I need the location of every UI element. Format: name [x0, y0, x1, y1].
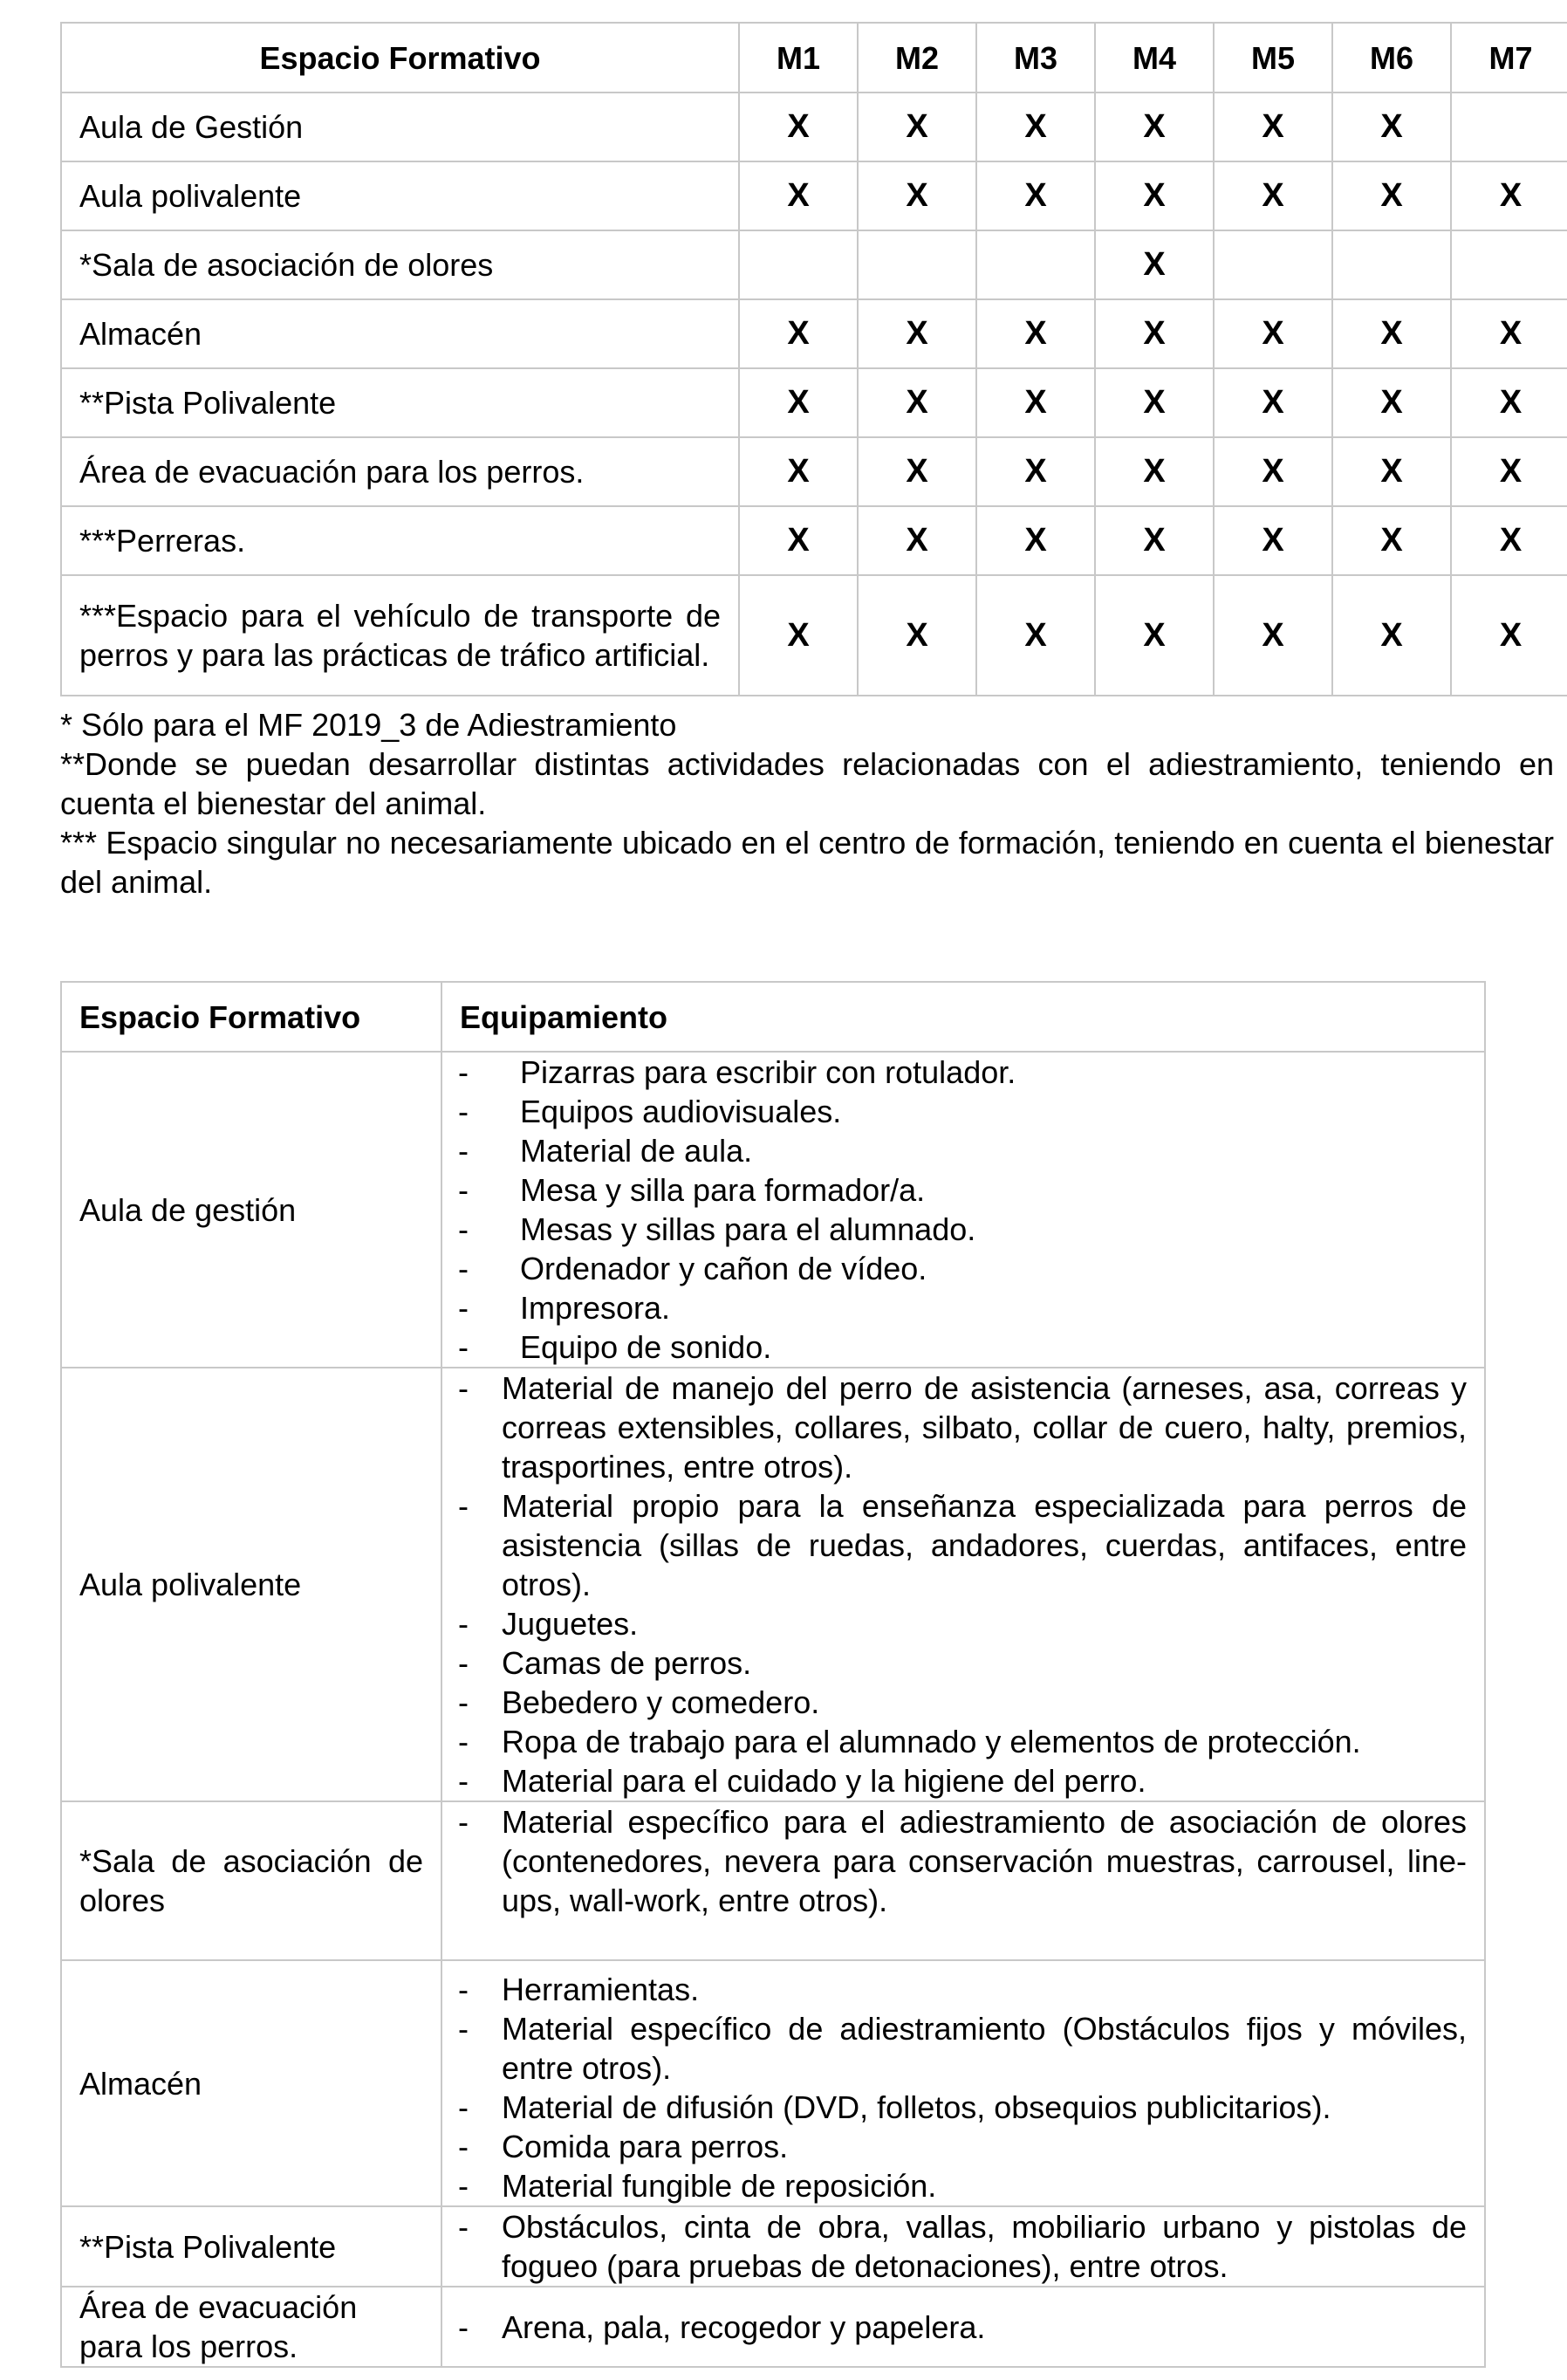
- list-item: [458, 2166, 1467, 2205]
- mark-cell: X: [858, 437, 976, 506]
- item-text: Obstáculos, cinta de obra, vallas, mobiliario urbano y pistolas de fogueo (para pruebas de detonaciones), entre otros.: [502, 2209, 1467, 2284]
- item-text: Comida para perros.: [502, 2129, 789, 2164]
- list-item: [458, 1288, 1467, 1327]
- list-item: [458, 2308, 1467, 2347]
- list-item: [458, 1683, 1467, 1722]
- mark-cell: X: [1214, 437, 1332, 506]
- equipment-list: [458, 1053, 1467, 1367]
- bullet-dash: -: [458, 2089, 469, 2125]
- row-label: Aula polivalente: [61, 161, 739, 230]
- table-row: [61, 299, 1567, 368]
- table-row: [61, 1052, 1485, 1368]
- footnote-2: **Donde se puedan desarrollar distintas actividades relacionadas con el adiestramiento, teniendo en cuenta el bienestar del animal.: [60, 746, 1554, 821]
- header-m1: M1: [739, 23, 858, 93]
- mark-cell: X: [1451, 437, 1567, 506]
- space-label: Aula polivalente: [61, 1368, 441, 1801]
- item-text: Impresora.: [520, 1290, 671, 1326]
- item-text: Mesa y silla para formador/a.: [520, 1172, 926, 1208]
- mark-cell: X: [858, 575, 976, 696]
- list-item: [458, 1368, 1467, 1486]
- mark-cell: X: [1214, 506, 1332, 575]
- mark-cell: X: [1451, 161, 1567, 230]
- bullet-dash: -: [458, 2308, 469, 2345]
- equipment-list: [458, 1970, 1467, 2205]
- list-item: [458, 1210, 1467, 1249]
- bullet-dash: -: [458, 1094, 469, 1129]
- mark-cell: X: [858, 506, 976, 575]
- bullet-dash: -: [458, 1370, 469, 1406]
- row-label: ***Espacio para el vehículo de transporte de perros y para las prácticas de tráfico artificial.: [61, 575, 739, 696]
- equipment-list: [458, 1802, 1467, 1920]
- table-row: [61, 1368, 1485, 1801]
- equipment-cell: [441, 1801, 1485, 1960]
- bullet-dash: -: [458, 2209, 469, 2245]
- item-text: Bebedero y comedero.: [502, 1684, 820, 1720]
- equipment-list: [458, 1368, 1467, 1800]
- mark-cell: X: [1332, 437, 1451, 506]
- table-row: [61, 2206, 1485, 2287]
- item-text: Material de difusión (DVD, folletos, obsequios publicitarios).: [502, 2089, 1331, 2125]
- mark-cell: X: [976, 575, 1095, 696]
- equipment-cell: [441, 2287, 1485, 2367]
- mark-cell: X: [858, 368, 976, 437]
- bullet-dash: -: [458, 1290, 469, 1326]
- mark-cell: X: [739, 437, 858, 506]
- header-equipment: Equipamiento: [441, 982, 1485, 1052]
- mark-cell: X: [1095, 368, 1214, 437]
- item-text: Ropa de trabajo para el alumnado y elementos de protección.: [502, 1724, 1361, 1759]
- bullet-dash: -: [458, 2011, 469, 2047]
- mark-cell: X: [1214, 93, 1332, 161]
- bullet-dash: -: [458, 1211, 469, 1247]
- bullet-dash: -: [458, 1251, 469, 1286]
- bullet-dash: -: [458, 1488, 469, 1524]
- bullet-dash: -: [458, 2129, 469, 2164]
- list-item: [458, 1327, 1467, 1367]
- table-row: [61, 1960, 1485, 2206]
- mark-cell: X: [1095, 161, 1214, 230]
- mark-cell: X: [1332, 299, 1451, 368]
- footnotes: [60, 705, 1554, 902]
- equipment-cell: [441, 1052, 1485, 1368]
- mark-cell: X: [739, 575, 858, 696]
- list-item: [458, 2088, 1467, 2127]
- mark-cell: X: [1451, 299, 1567, 368]
- mark-cell: X: [1332, 93, 1451, 161]
- item-text: Material de aula.: [520, 1133, 753, 1169]
- table-row: [61, 1801, 1485, 1960]
- bullet-dash: -: [458, 1645, 469, 1681]
- item-text: Material específico de adiestramiento (Obstáculos fijos y móviles, entre otros).: [502, 2011, 1467, 2086]
- space-label: **Pista Polivalente: [61, 2206, 441, 2287]
- footnote-1: * Sólo para el MF 2019_3 de Adiestramiento: [60, 707, 677, 743]
- list-item: [458, 1131, 1467, 1170]
- mark-cell: [1214, 230, 1332, 299]
- table-row: [61, 161, 1567, 230]
- mark-cell: X: [1095, 299, 1214, 368]
- header-space: Espacio Formativo: [61, 982, 441, 1052]
- table-row: [61, 230, 1567, 299]
- mark-cell: X: [976, 437, 1095, 506]
- list-item: [458, 1092, 1467, 1131]
- bullet-dash: -: [458, 1804, 469, 1840]
- item-text: Herramientas.: [502, 1972, 700, 2007]
- row-label: Almacén: [61, 299, 739, 368]
- item-text: Pizarras para escribir con rotulador.: [520, 1054, 1016, 1090]
- mark-cell: X: [858, 161, 976, 230]
- list-item: [458, 1802, 1467, 1920]
- row-label: **Pista Polivalente: [61, 368, 739, 437]
- modules-space-table: [60, 22, 1567, 696]
- row-label: Aula de Gestión: [61, 93, 739, 161]
- mark-cell: X: [1451, 506, 1567, 575]
- header-m5: M5: [1214, 23, 1332, 93]
- mark-cell: X: [1095, 506, 1214, 575]
- table-row: [61, 437, 1567, 506]
- list-item: [458, 1170, 1467, 1210]
- item-text: Camas de perros.: [502, 1645, 752, 1681]
- mark-cell: X: [739, 299, 858, 368]
- mark-cell: X: [1095, 575, 1214, 696]
- space-label: Aula de gestión: [61, 1052, 441, 1368]
- mark-cell: X: [858, 93, 976, 161]
- mark-cell: X: [1332, 575, 1451, 696]
- list-item: [458, 1486, 1467, 1604]
- bullet-dash: -: [458, 1763, 469, 1799]
- mark-cell: X: [1214, 368, 1332, 437]
- mark-cell: X: [739, 368, 858, 437]
- item-text: Material de manejo del perro de asistencia (arneses, asa, correas y correas extensibles, collares, silbato, collar de cuero, halty, premios, trasportines, entre otros).: [502, 1370, 1467, 1485]
- header-m7: M7: [1451, 23, 1567, 93]
- row-label: ***Perreras.: [61, 506, 739, 575]
- equipment-list: [458, 2207, 1467, 2286]
- mark-cell: [739, 230, 858, 299]
- mark-cell: X: [1451, 368, 1567, 437]
- mark-cell: [1451, 230, 1567, 299]
- mark-cell: X: [1451, 575, 1567, 696]
- mark-cell: X: [976, 506, 1095, 575]
- equipment-cell: [441, 1368, 1485, 1801]
- mark-cell: X: [1095, 93, 1214, 161]
- item-text: Arena, pala, recogedor y papelera.: [502, 2308, 986, 2345]
- bullet-dash: -: [458, 1724, 469, 1759]
- bullet-dash: -: [458, 1329, 469, 1365]
- mark-cell: X: [976, 368, 1095, 437]
- list-item: [458, 1053, 1467, 1092]
- mark-cell: X: [739, 506, 858, 575]
- list-item: [458, 1970, 1467, 2009]
- mark-cell: X: [1095, 230, 1214, 299]
- mark-cell: [1332, 230, 1451, 299]
- space-label: Almacén: [61, 1960, 441, 2206]
- list-item: [458, 2009, 1467, 2088]
- mark-cell: X: [1332, 368, 1451, 437]
- mark-cell: X: [976, 161, 1095, 230]
- mark-cell: [858, 230, 976, 299]
- header-space: Espacio Formativo: [61, 23, 739, 93]
- mark-cell: X: [858, 299, 976, 368]
- header-m4: M4: [1095, 23, 1214, 93]
- mark-cell: X: [1332, 506, 1451, 575]
- bullet-dash: -: [458, 1054, 469, 1090]
- bullet-dash: -: [458, 1684, 469, 1720]
- equipment-cell: [441, 1960, 1485, 2206]
- mark-cell: X: [739, 161, 858, 230]
- list-item: [458, 1604, 1467, 1643]
- mark-cell: X: [1095, 437, 1214, 506]
- bullet-dash: -: [458, 1606, 469, 1642]
- mark-cell: X: [976, 93, 1095, 161]
- item-text: Equipos audiovisuales.: [520, 1094, 842, 1129]
- item-text: Equipo de sonido.: [520, 1329, 772, 1365]
- equipment-cell: [441, 2206, 1485, 2287]
- equipment-table: [60, 981, 1486, 2368]
- equipment-list: [458, 2308, 1467, 2347]
- list-item: [458, 1761, 1467, 1800]
- item-text: Mesas y sillas para el alumnado.: [520, 1211, 976, 1247]
- space-label: Área de evacuación para los perros.: [61, 2287, 441, 2367]
- mark-cell: [1451, 93, 1567, 161]
- table-row: [61, 2287, 1485, 2367]
- table-header-row: [61, 23, 1567, 93]
- list-item: [458, 1722, 1467, 1761]
- bullet-dash: -: [458, 1172, 469, 1208]
- bullet-dash: -: [458, 1133, 469, 1169]
- item-text: Ordenador y cañon de vídeo.: [520, 1251, 927, 1286]
- mark-cell: X: [976, 299, 1095, 368]
- footnote-3: *** Espacio singular no necesariamente ubicado en el centro de formación, teniendo en cuenta el bienestar del animal.: [60, 825, 1554, 900]
- item-text: Material para el cuidado y la higiene del perro.: [502, 1763, 1146, 1799]
- table-row: [61, 575, 1567, 696]
- item-text: Material propio para la enseñanza especializada para perros de asistencia (sillas de ruedas, andadores, cuerdas, antifaces, entre otros).: [502, 1488, 1467, 1602]
- mark-cell: X: [1214, 575, 1332, 696]
- item-text: Juguetes.: [502, 1606, 639, 1642]
- bullet-dash: -: [458, 1972, 469, 2007]
- header-m3: M3: [976, 23, 1095, 93]
- mark-cell: X: [1332, 161, 1451, 230]
- item-text: Material específico para el adiestramiento de asociación de olores (contenedores, nevera para conservación muestras, carrousel, line-ups, wall-work, entre otros).: [502, 1804, 1467, 1918]
- row-label: *Sala de asociación de olores: [61, 230, 739, 299]
- header-m2: M2: [858, 23, 976, 93]
- list-item: [458, 2207, 1467, 2286]
- table-row: [61, 93, 1567, 161]
- list-item: [458, 2127, 1467, 2166]
- mark-cell: X: [739, 93, 858, 161]
- list-item: [458, 1643, 1467, 1683]
- table-row: [61, 368, 1567, 437]
- mark-cell: X: [1214, 299, 1332, 368]
- mark-cell: X: [1214, 161, 1332, 230]
- mark-cell: [976, 230, 1095, 299]
- row-label: Área de evacuación para los perros.: [61, 437, 739, 506]
- item-text: Material fungible de reposición.: [502, 2168, 937, 2204]
- bullet-dash: -: [458, 2168, 469, 2204]
- header-m6: M6: [1332, 23, 1451, 93]
- list-item: [458, 1249, 1467, 1288]
- space-label: *Sala de asociación de olores: [61, 1801, 441, 1960]
- table-header-row: [61, 982, 1485, 1052]
- table-row: [61, 506, 1567, 575]
